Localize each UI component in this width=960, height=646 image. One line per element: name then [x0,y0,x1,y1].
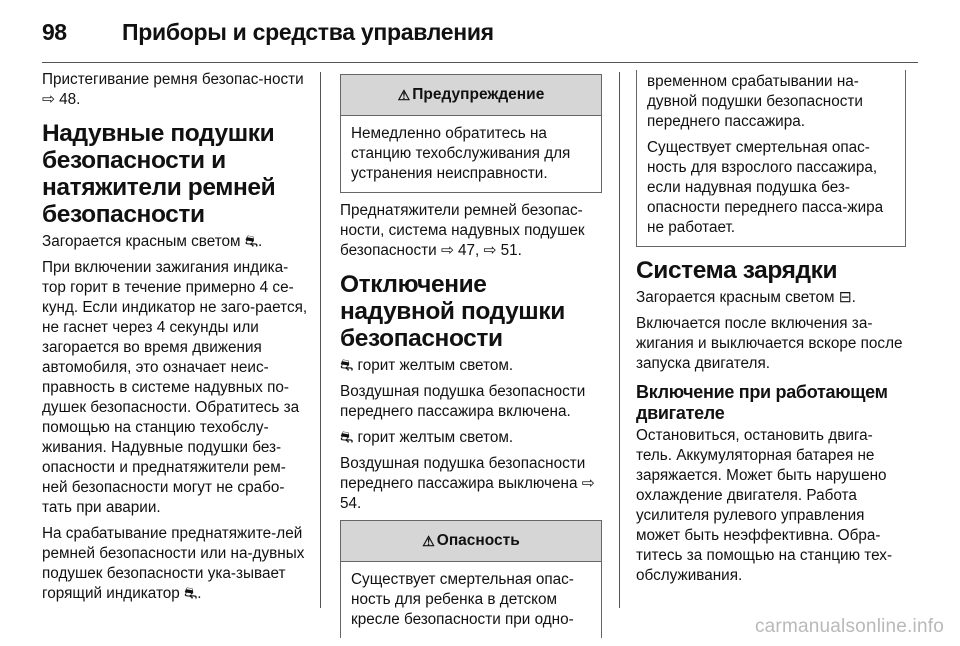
airbag-p3: На срабатывание преднатяжите-лей ремней безопасности или на-дувных подушек безопасности ука-зывает горящий индикатор ⛐. [42,525,305,602]
danger-text-cont-1: временном срабатывании на-дувной подушки безопасности переднего пассажира. [647,73,863,130]
danger-text: Существует смертельная опас-ность для ребенка в детском кресле безопасности при одно- [351,571,574,628]
danger-title: Опасность [436,532,520,549]
charging-p2: Включается после включения за-жигания и выключается вскоре после запуска двигателя. [636,315,903,372]
danger-text-cont-2: Существует смертельная опас-ность для взрослого пассажира, если надувная подушка без-опасности переднего пасса-жира не работает. [647,139,884,236]
column-divider-2 [619,72,620,608]
danger-box [340,520,602,638]
pretensioner-text: Преднатяжители ремней безопас-ности, система надувных подушек безопасности ⇨ 47, ⇨ 51. [340,202,585,259]
airbag-off-indicator-text: ⛐ горит желтым светом. [340,429,514,446]
airbag-p2: При включении зажигания индика-тор горит в течение примерно 4 се-кунд. Если индикатор не заго-рается, не гаснет через 4 секунды или загорается во время движения автомобиля, это означает неис-правность в системе надувных по-душек безопасности. Обратитесь за помощью на станцию техобслу-живания. Надувные подушки без-опасности и преднатяжители рем-ней безопасности могут не срабо-тать при аварии. [42,259,308,516]
airbag-off-text: Воздушная подушка безопасности переднего пассажира выключена ⇨ 54. [340,455,595,512]
danger-box-header [341,521,601,562]
page-number: 98 [42,18,67,45]
warning-box-header [341,75,601,116]
airbag-heading: Надувные подушки безопасности и натяжители ремней безопасности [42,120,276,228]
column-divider-1 [320,72,321,608]
warning-title: Предупреждение [412,86,545,103]
charging-heading: Система зарядки [636,257,838,284]
header-divider [42,62,918,63]
charging-p3: Остановиться, остановить двига-тель. Аккумуляторная батарея не заряжается. Может быть нарушено охлаждение двигателя. Работа усилителя рулевого управления может быть неэффективна. Обра-титесь за помощью на станцию тех-обслуживания. [636,427,893,584]
airbag-on-text: Воздушная подушка безопасности переднего пассажира включена. [340,383,586,420]
column-left [42,70,310,610]
column-right [636,70,906,592]
charging-p1: Загорается красным светом ⊟. [636,289,856,306]
warning-box [340,74,602,193]
airbag-p1: Загорается красным светом ⛐. [42,233,263,250]
airbag-off-heading: Отключение надувной подушки безопасности [340,271,565,352]
warning-text: Немедленно обратитесь на станцию техобслуживания для устранения неисправности. [351,125,571,182]
danger-box-continued [636,70,906,247]
engine-running-subheading: Включение при работающем двигателе [636,382,888,423]
page-header [42,12,494,52]
page-title: Приборы и средства управления [122,18,494,45]
watermark: carmanualsonline.info [754,616,944,637]
danger-triangle-icon: ⚠ [422,533,435,549]
column-middle [340,70,602,646]
airbag-on-indicator-text: ⛐ горит желтым светом. [340,357,514,374]
intro-text: Пристегивание ремня безопас-ности ⇨ 48. [42,71,304,108]
warning-triangle-icon: ⚠ [397,87,411,103]
